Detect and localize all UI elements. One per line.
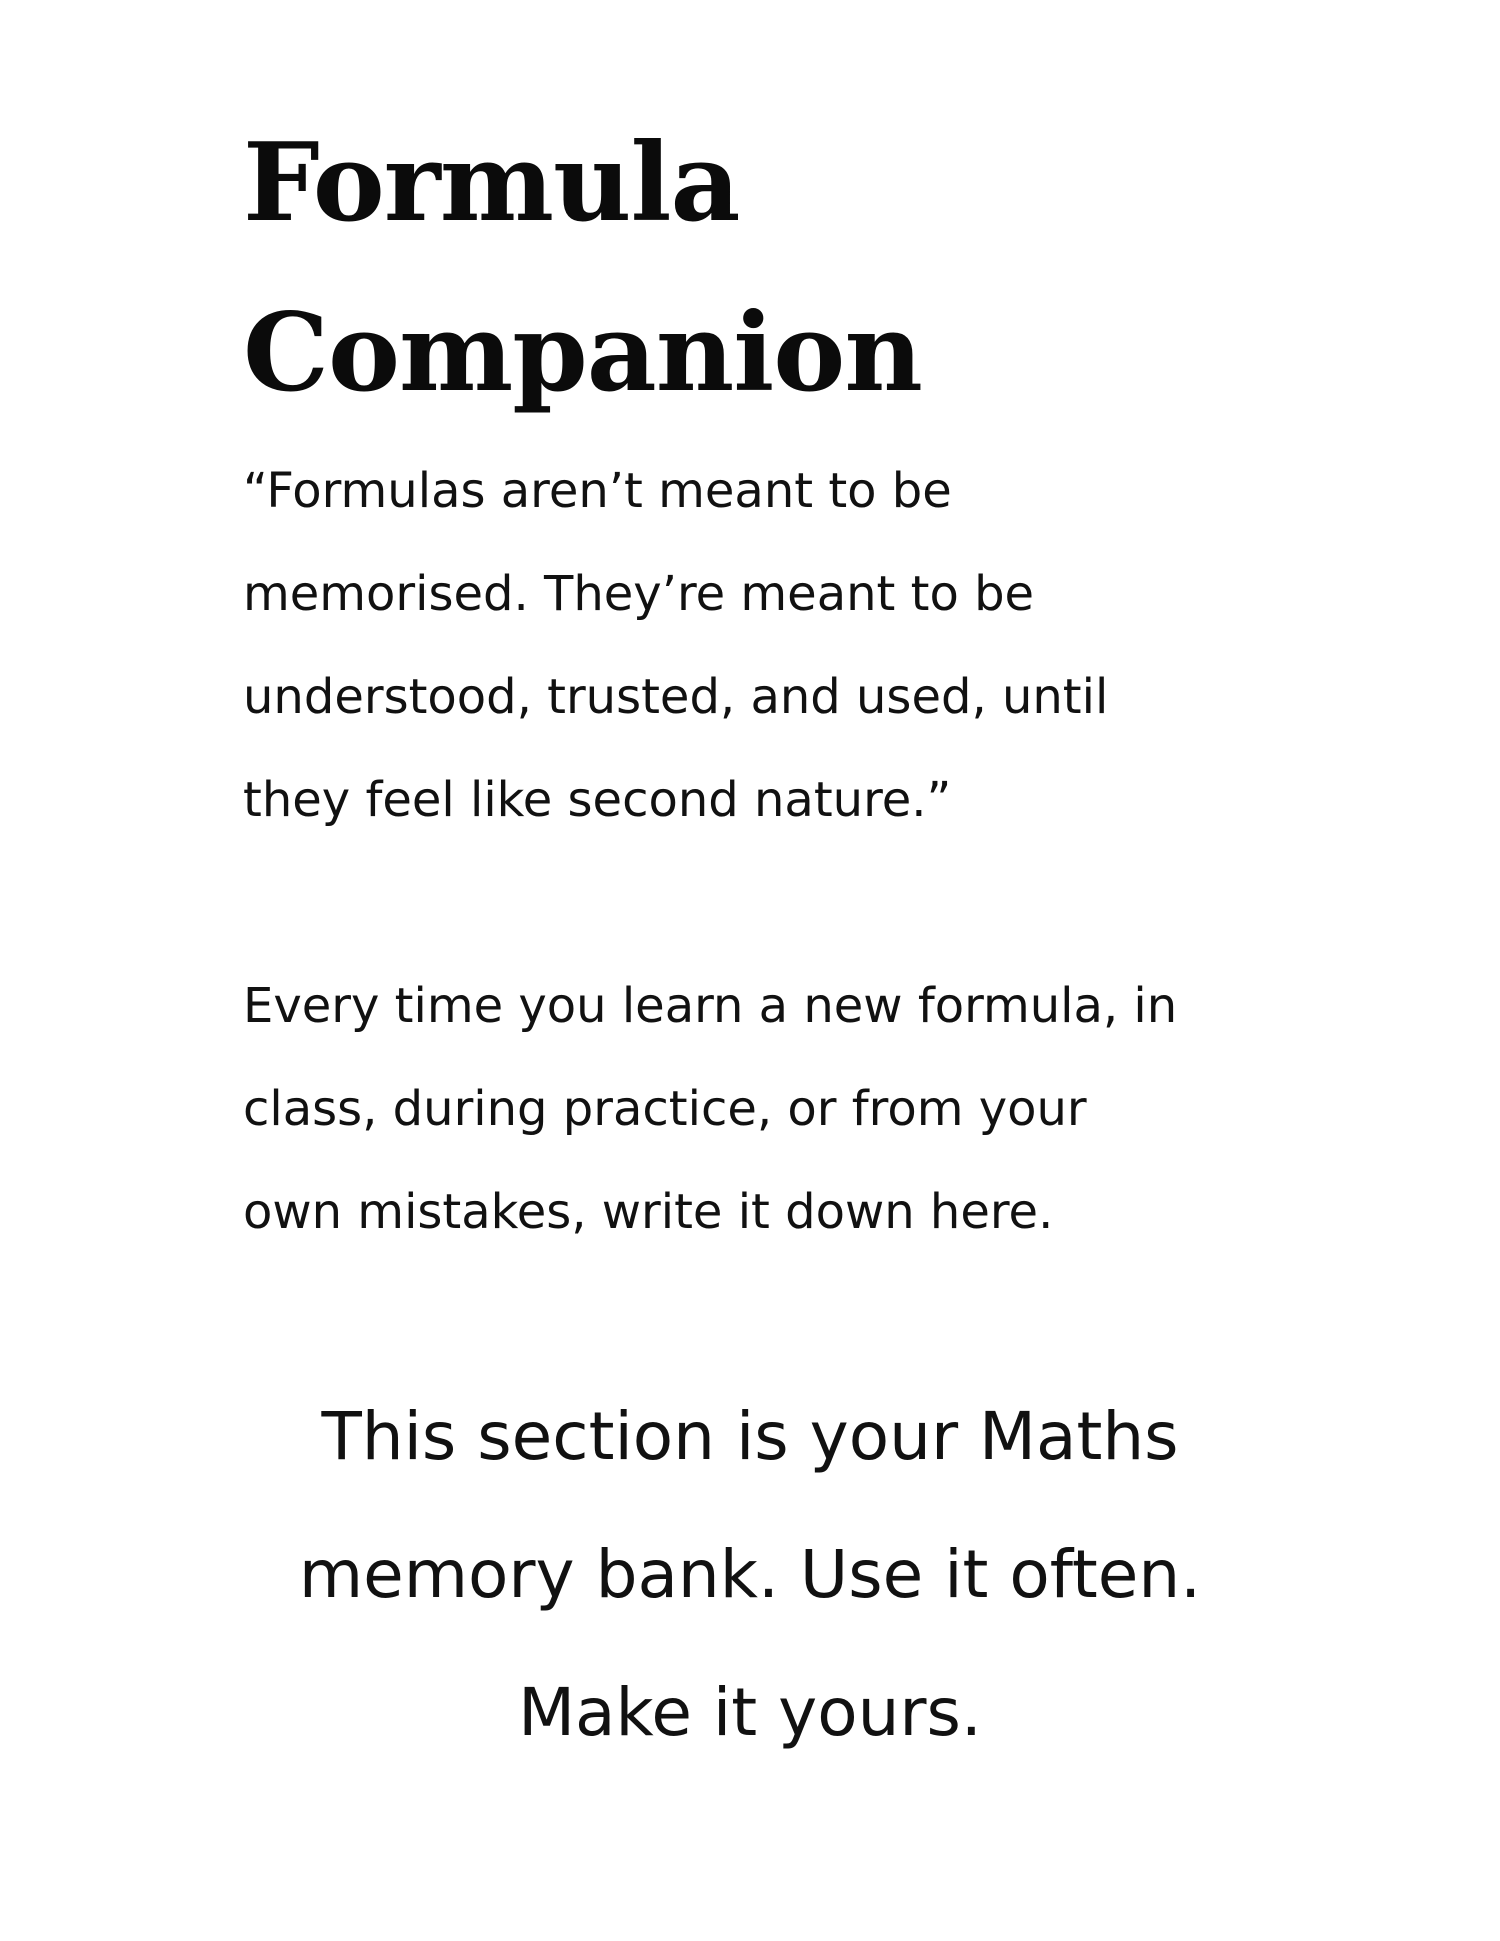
quote-paragraph bbox=[243, 440, 1303, 852]
closing-line-3: Make it yours. bbox=[518, 1674, 982, 1751]
quote-line-2: memorised. They’re meant to be bbox=[243, 566, 1035, 622]
page-title bbox=[243, 98, 1343, 438]
title-line-1: Formula bbox=[243, 120, 740, 246]
instruction-line-1: Every time you learn a new formula, in bbox=[243, 978, 1178, 1034]
quote-line-4: they feel like second nature.” bbox=[243, 772, 952, 828]
title-line-2: Companion bbox=[243, 290, 922, 416]
quote-line-3: understood, trusted, and used, until bbox=[243, 669, 1109, 725]
quote-line-1: “Formulas aren’t meant to be bbox=[243, 463, 952, 519]
closing-message bbox=[150, 1368, 1350, 1782]
instruction-paragraph bbox=[243, 955, 1303, 1264]
closing-line-1: This section is your Maths bbox=[321, 1398, 1179, 1475]
instruction-line-2: class, during practice, or from your bbox=[243, 1081, 1087, 1137]
instruction-line-3: own mistakes, write it down here. bbox=[243, 1184, 1054, 1240]
closing-line-2: memory bank. Use it often. bbox=[298, 1536, 1202, 1613]
